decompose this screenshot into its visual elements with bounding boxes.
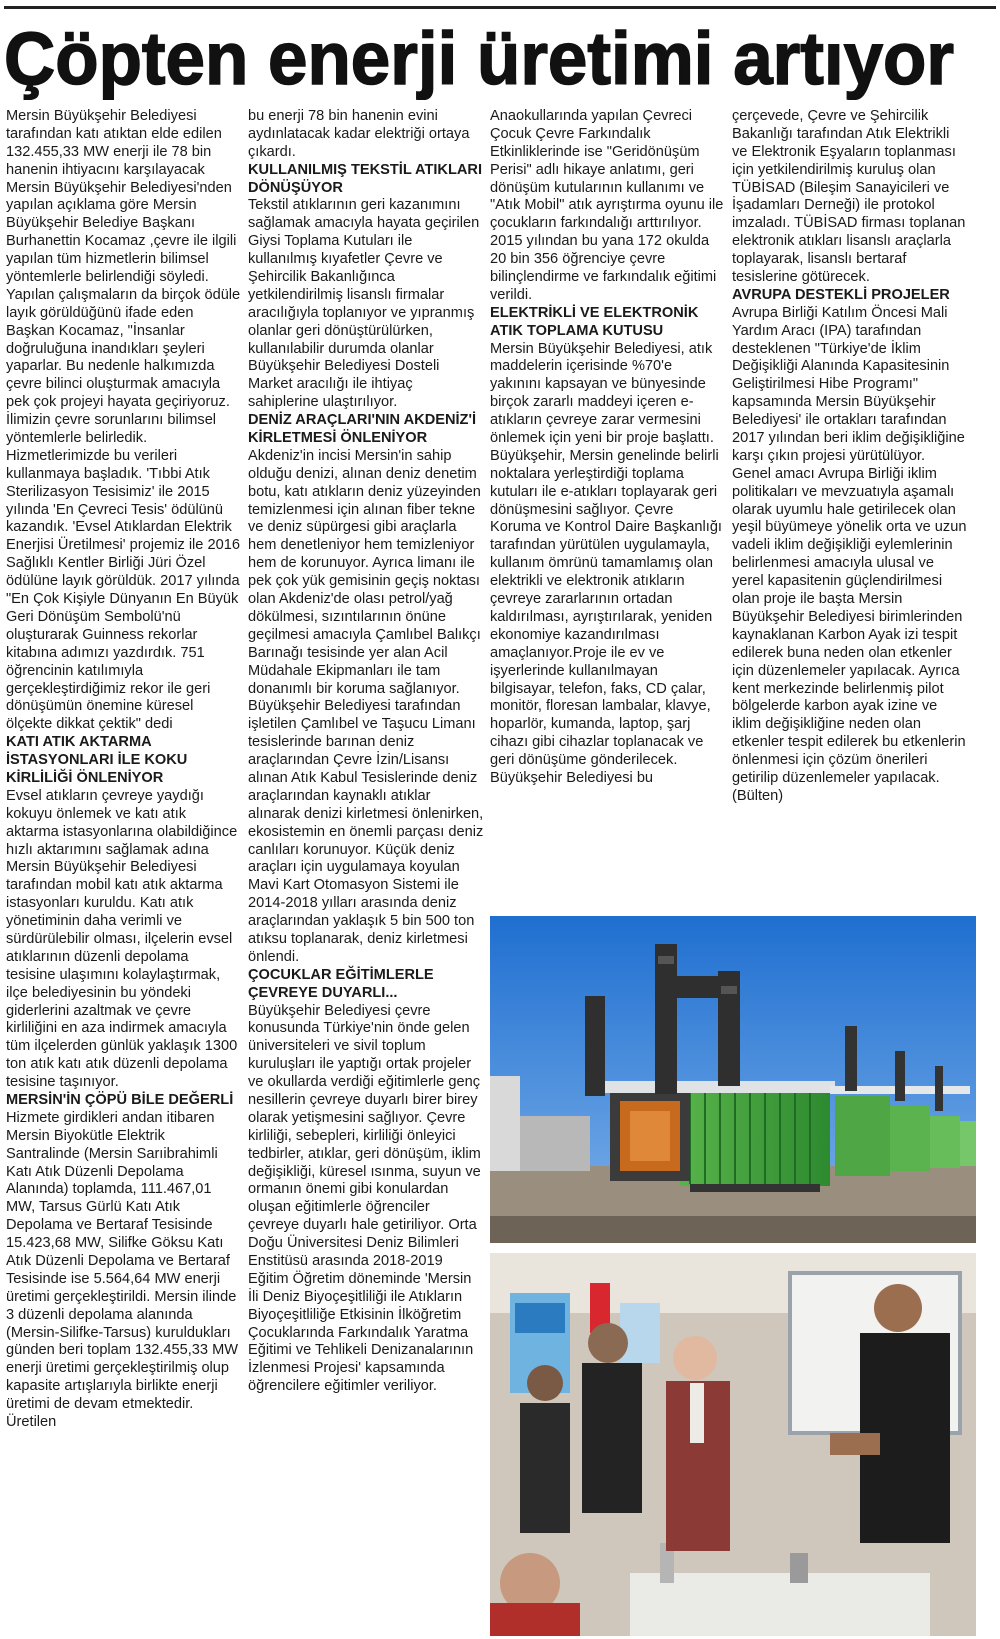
- article-paragraph: Anaokullarında yapılan Çevreci Çocuk Çevre Farkındalık Etkinliklerinde ise "Geridönüşüm Perisi" adlı hikaye anlatımı, geri dönüşüm kutularının kullanımı ve "Atık Mobil" atık ayrıştırma oyunu ile çocukların farkındalığı arttırılıyor. 2015 yılından bu yana 172 okulda 20 bin 356 öğrenciye çevre bilinçlendirme ve farkındalık eğitimi verildi.: [490, 108, 724, 303]
- headline: [0, 14, 1000, 100]
- section-heading: KULLANILMIŞ TEKSTİL ATIKLARI DÖNÜŞÜYOR: [248, 161, 483, 196]
- section-heading: KATI ATIK AKTARMA İSTASYONLARI İLE KOKU KİRLİLİĞİ ÖNLENİYOR: [6, 734, 188, 786]
- article-paragraph: çerçevede, Çevre ve Şehircilik Bakanlığı tarafından Atık Elektrikli ve Elektronik Eşyaların toplanması için yetkilendirilmiş kuruluş olan TÜBİSAD (Bileşim Sanayicileri ve İşadamları Derneği) ile protokol imzaladı. TÜBİSAD firması toplanan elektronik atıkları lisanslı araçlarla toplayarak, lisanslı bertaraf tesislerine götürecek.: [732, 108, 966, 286]
- article-paragraph: bu enerji 78 bin hanenin evini aydınlatacak kadar elektriği ortaya çıkardı.: [248, 108, 470, 160]
- article-column-2: [248, 108, 484, 1636]
- article-paragraph: Tekstil atıklarının geri kazanımını sağlamak amacıyla hayata geçirilen Giysi Toplama Kutuları ile kullanılmış kıyafetler Çevre ve Şehircilik Bakanlığınca yetkilendirilmiş lisanslı firmalar aracılığıyla toplanıyor ve yıpranmış olanlar geri dönüştürülürken, kullanılabilir durumda olanlar Büyükşehir Belediyesi Dosteli Market aracılığı ile ihtiyaç sahiplerine ulaştırılıyor.: [248, 197, 480, 411]
- headline-text: Çöpten enerji üretimi artıyor: [4, 17, 954, 100]
- article-paragraph: Evsel atıkların çevreye yaydığı kokuyu önlemek ve katı atık aktarma istasyonlarına olabildiğince hızlı aktarımını sağlamak adına Mersin Büyükşehir Belediyesi tarafından mobil katı atık aktarma istasyonları kuruldu. Katı atık yönetiminin daha verimli ve sürdürülebilir olması, ilçelerin evsel atıklarının düzenli depolama tesisine ulaşımını kolaylaştırmak, ilçe belediyesinin bu yöndeki giderlerini azaltmak ve çevre kirliliğini en aza indirmek amacıyla tüm ilçelerden günlük yaklaşık 1300 ton atık katı atık düzenli depolama tesisine taşınıyor.: [6, 787, 238, 1091]
- article-paragraph: Avrupa Birliği Katılım Öncesi Mali Yardım Aracı (IPA) tarafından desteklenen "Türkiye'de İklim Değişikliği Alanında Kapasitesinin Geliştirilmesi Hibe Programı" kapsamında Mersin Büyükşehir Belediyesi' ile ortakları tarafından 2017 yılından beri iklim değişikliğine karşı çıkın projesi yürütülüyor. Genel amacı Avrupa Birliği iklim politikaları ve mevzuatıyla aşamalı olarak uyumlu hale getirilecek olan yeşil büyümeye yönelik orta ve uzun vadeli iklim değişikliği eylemlerinin belirlenmesi amacıyla ulusal ve yerel kapasitenin güçlendirilmesi olan proje ile başta Mersin Büyükşehir Belediyesi birimlerinden kaynaklanan Karbon Ayak izi tespit edilerek buna neden olan etkenler için düzenlemeler yapılacak. Ayrıca kent merkezinde belirlenmiş pilot bölgelerde karbon ayak izine ve iklim değişikliğine neden olan etkenler tespit edilerek bu etkenlerin önlenmesi için çözüm önerileri getirilip düzenlemeler yapılacak. (Bülten): [732, 304, 967, 804]
- section-heading: DENİZ ARAÇLARI'NIN AKDENİZ'İ KİRLETMESİ ÖNLENİYOR: [248, 412, 476, 447]
- article-paragraph: Büyükşehir Belediyesi çevre konusunda Türkiye'nin önde gelen üniversiteleri ve sivil toplum kuruluşları ile yaptığı ortak projeler ve okullarda verdiği eğitimlerle genç nesillerin çevreye duyarlı birer birey olarak yetişmesini sağlıyor. Çevre kirliliği, sebepleri, kirliliği önleyici tedbirler, atıklar, geri dönüşüm, iklim değişikliği, küresel ısınma, suyun ve ormanın önemi gibi konulardan oluşan eğitimlerle öğrenciler çevreye duyarlı hale getiriliyor. Orta Doğu Üniversitesi Deniz Bilimleri Enstitüsü arasında 2018-2019 Eğitim Öğretim döneminde 'Mersin İli Deniz Biyoçeşitliliği ile Atıkların Biyoçeşitliliğe Etkisinin İlköğretim Çocuklarında Farkındalık Yaratma Eğitimi ve Tehlikeli Denizanalarının İzlenmesi Projesi' kapsamında öğrencilere eğitimler veriliyor.: [248, 1002, 481, 1395]
- article-column-3: [490, 108, 726, 918]
- article-paragraph: Mersin Büyükşehir Belediyesi, atık maddelerin içerisinde %70'e yakınını kapsayan ve bünyesinde birçok zararlı maddeyi içeren e- atıkların çevreye zarar vermesini önlemek için yeni bir proje başlattı. Büyükşehir, Mersin genelinde belirli noktalara yerleştirdiği toplama kutuları ile e-atıkları toplayarak geri dönüşmesini sağlıyor. Çevre Koruma ve Kontrol Daire Başkanlığı tarafından yürütülen uygulamayla, kullanım ömrünü tamamlamış olan elektrikli ve elektronik atıkların çevreye zararlarının ortadan kaldırılması, ayrıştırılarak, yeniden ekonomiye kazandırılması amaçlanıyor.Proje ile ev ve işyerlerinde kullanılmayan bilgisayar, telefon, faks, CD çalar, monitör, floresan lambalar, klavye, hoparlör, kumanda, laptop, şarj cihazı gibi cihazlar toplanacak ve geri dönüşüme gönderilecek. Büyükşehir Belediyesi bu: [490, 340, 722, 786]
- article-column-4: [732, 108, 968, 918]
- section-heading: MERSİN'İN ÇÖPÜ BİLE DEĞERLİ: [6, 1091, 234, 1108]
- top-rule: [4, 6, 996, 9]
- classroom-visit-photo: [490, 1253, 976, 1636]
- section-heading: AVRUPA DESTEKLİ PROJELER: [732, 286, 950, 303]
- article-paragraph: Mersin Büyükşehir Belediyesi tarafından katı atıktan elde edilen 132.455,33 MW enerji ile 78 bin hanenin ihtiyacını karşılayacak Mersin Büyükşehir Belediyesi'nden yapılan açıklama göre Mersin Büyükşehir Belediye Başkanı Burhanettin Kocamaz ,çevre ile ilgili yapılan tüm hizmetlerin bilimsel yöntemlerle belirlendiği söyledi. Yapılan çalışmaların da birçok ödüle layık görüldüğünü ifade eden Başkan Kocamaz, "İnsanlar doğruluğuna inandıkları şeyleri yaparlar. Bu nedenle halkımızda çevre bilinci oluşturmak amacıyla pek çok projeyi hayata geçiriyoruz. İlimizin çevre sorunlarını bilimsel yöntemlerle belirledik. Hizmetlerimizde bu verileri kullanmaya başladık. 'Tıbbi Atık Sterilizasyon Tesisimiz' ile 2015 yılında 'En Çevreci Tesis' ödülünü kazandık. 'Evsel Atıklardan Elektrik Enerjisi Üretilmesi' projemiz ile 2016 Sağlıklı Kentler Birliği Jüri Özel ödülüne layık görüldük. 2017 yılında "En Çok Kişiyle Dünyanın En Büyük Geri Dönüşüm Sembolü'nü oluşturarak Guinness rekorlar kitabına adımızı yazdırdık. 751 öğrencinin katılımıyla gerçekleştirdiğimiz rekor ile geri dönüşümün önemine küresel ölçekte dikkat çektik" dedi: [6, 108, 241, 733]
- power-plant-generators-photo: [490, 916, 976, 1243]
- article-paragraph: Akdeniz'in incisi Mersin'in sahip olduğu denizi, alınan deniz denetim botu, katı atıkların deniz yüzeyinden temizlenmesi için alınan fiber tekne ve deniz süpürgesi gibi araçlarla hem denetleniyor hem temizleniyor hem de korunuyor. Ayrıca limanı ile pek çok yük gemisinin geçiş noktası olan Akdeniz'de olası petrol/yağ dökülmesi, sızıntılarının önüne geçilmesi amacıyla Çamlıbel Balıkçı Barınağı tesisinde yer alan Acil Müdahale Ekipmanları ile tam donanımlı bir koruma sağlanıyor. Büyükşehir Belediyesi tarafından işletilen Çamlıbel ve Taşucu Limanı tesislerinde barınan deniz araçlarından Çevre İzin/Lisansı alınan Atık Kabul Tesislerinde deniz araçlarından kaynaklı atıklar alınarak denizi kirletmesi önlenirken, ekosistemin en önemli parçası deniz canlıları korunuyor. Küçük deniz araçları için uygulamaya koyulan Mavi Kart Otomasyon Sistemi ile 2014-2018 yılları arasında deniz araçlarından yaklaşık 5 bin 500 ton atıksu toplanarak, deniz kirletmesi önlendi.: [248, 447, 484, 965]
- section-heading: ÇOCUKLAR EĞİTİMLERLE ÇEVREYE DUYARLI...: [248, 966, 434, 1001]
- article-column-1: [6, 108, 242, 1636]
- article-paragraph: Hizmete girdikleri andan itibaren Mersin Biyokütle Elektrik Santralinde (Mersin Sarıibrahimli Katı Atık Düzenli Depolama Alanında) toplamda, 111.467,01 MW, Tarsus Gürlü Katı Atık Depolama ve Bertaraf Tesisinde 15.423,68 MW, Silifke Göksu Katı Atık Düzenli Depolama ve Bertaraf Tesisinde ise 5.564,64 MW enerji üretimi gerçekleştirildi. Mersin ilinde 3 düzenli depolama alanında (Mersin-Silifke-Tarsus) kuruldukları günden beri toplam 132.455,33 MW enerji üretimi gerçekleştirilmiş olup kapasite artışlarıyla birlikte enerji üretimi de devam etmektedir. Üretilen: [6, 1109, 239, 1431]
- section-heading: ELEKTRİKLİ VE ELEKTRONİK ATIK TOPLAMA KUTUSU: [490, 304, 699, 339]
